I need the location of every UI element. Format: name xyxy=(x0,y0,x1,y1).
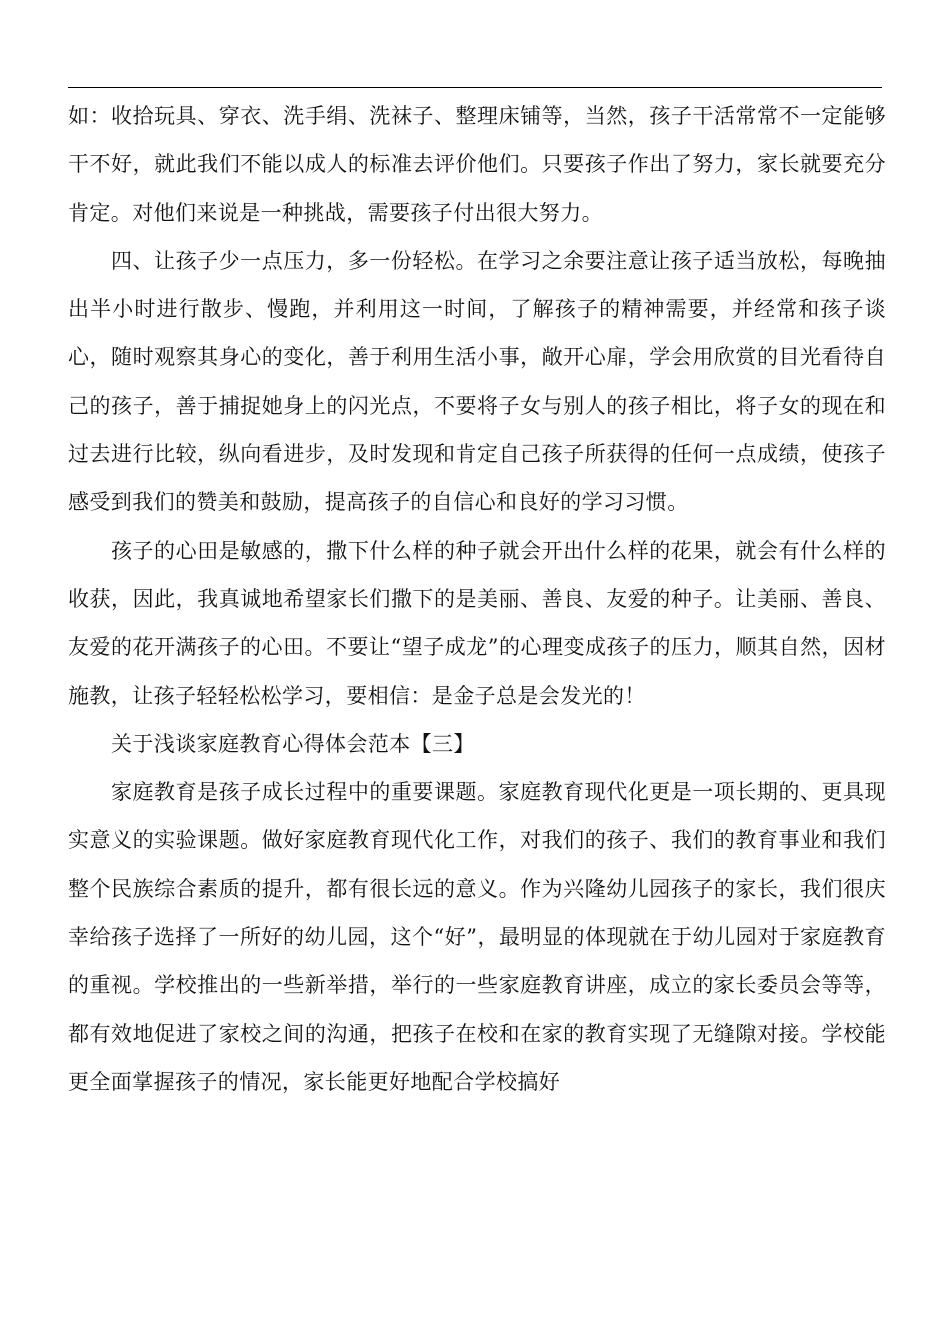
document-body xyxy=(68,92,886,1106)
paragraph-section-three-intro: 家庭教育是孩子成长过程中的重要课题。家庭教育现代化更是一项长期的、更具现实意义的实验课题。做好家庭教育现代化工作，对我们的孩子、我们的教育事业和我们整个民族综合素质的提升，都有很长远的意义。作为兴隆幼儿园孩子的家长，我们很庆幸给孩子选择了一所好的幼儿园，这个“好”，最明显的体现就在于幼儿园对于家庭教育的重视。学校推出的一些新举措，举行的一些家庭教育讲座，成立的家长委员会等等，都有效地促进了家校之间的沟通，把孩子在校和在家的教育实现了无缝隙对接。学校能更全面掌握孩子的情况，家长能更好地配合学校搞好 xyxy=(68,780,886,1094)
paragraph-conclusion: 孩子的心田是敏感的，撒下什么样的种子就会开出什么样的花果，就会有什么样的收获，因此，我真诚地希望家长们撒下的是美丽、善良、友爱的种子。让美丽、善良、友爱的花开满孩子的心田。不要让“望子成龙”的心理变成孩子的压力，顺其自然，因材施教，让孩子轻轻松松学习，要相信：是金子总是会发光的！ xyxy=(68,538,886,708)
section-heading: 关于浅谈家庭教育心得体会范本【三】 xyxy=(111,731,475,756)
header-rule xyxy=(68,87,882,88)
paragraph-continuation: 如：收拾玩具、穿衣、洗手绢、洗袜子、整理床铺等，当然，孩子干活常常不一定能够干不好，就此我们不能以成人的标准去评价他们。只要孩子作出了努力，家长就要充分肯定。对他们来说是一种挑战，需要孩子付出很大努力。 xyxy=(68,104,886,225)
paragraph-point-four: 四、让孩子少一点压力，多一份轻松。在学习之余要注意让孩子适当放松，每晚抽出半小时进行散步、慢跑，并利用这一时间，了解孩子的精神需要，并经常和孩子谈心，随时观察其身心的变化，善于利用生活小事，敞开心扉，学会用欣赏的目光看待自己的孩子，善于捕捉她身上的闪光点，不要将子女与别人的孩子相比，将子女的现在和过去进行比较，纵向看进步，及时发现和肯定自己孩子所获得的任何一点成绩，使孩子感受到我们的赞美和鼓励，提高孩子的自信心和良好的学习习惯。 xyxy=(68,248,886,515)
